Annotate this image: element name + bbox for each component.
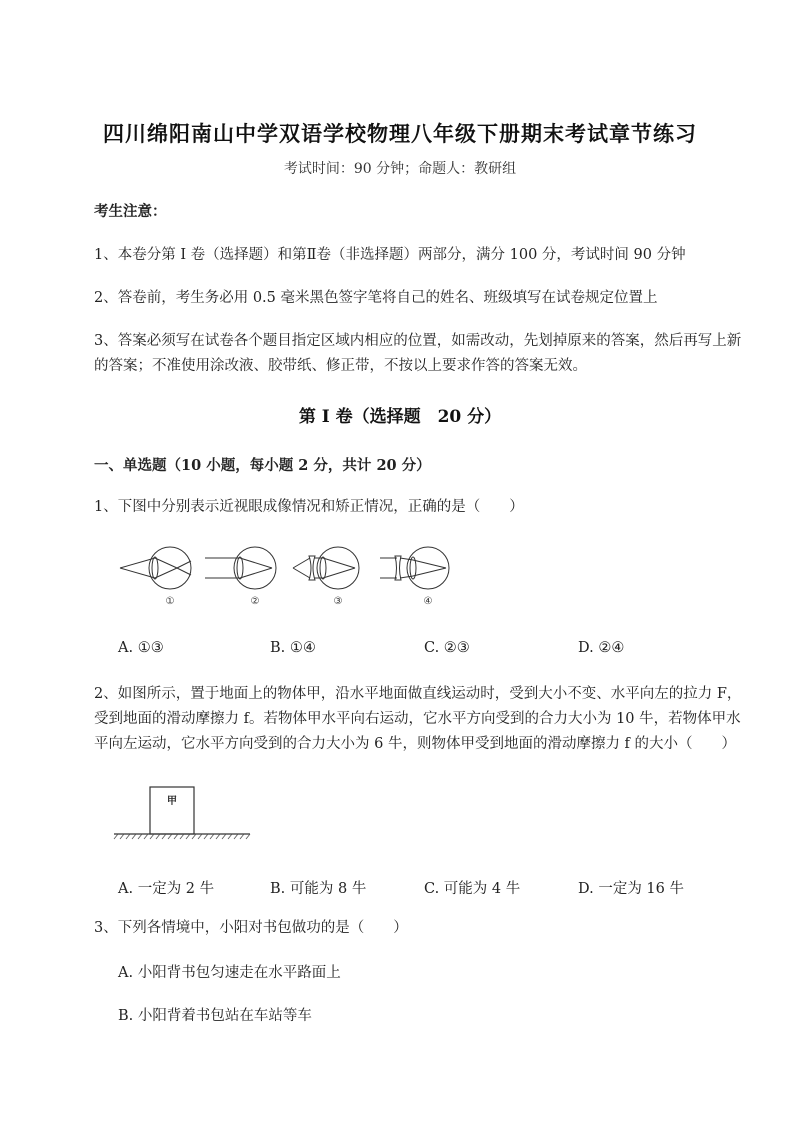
q1-option-b[interactable]: B. ①④ xyxy=(270,640,316,656)
q2-option-d[interactable]: D. 一定为 16 牛 xyxy=(578,881,684,897)
block-on-ground-figure xyxy=(112,784,252,844)
q3-option-b[interactable]: B. 小阳背着书包站在车站等车 xyxy=(118,1008,312,1024)
section-title: 第 I 卷（选择题 20 分） xyxy=(298,407,502,427)
q1-option-a[interactable]: A. ①③ xyxy=(118,640,164,656)
eye-diagram-3 xyxy=(293,547,359,589)
figure-label-1: ① xyxy=(165,596,175,607)
eye-diagram-2 xyxy=(205,547,276,589)
block-label: 甲 xyxy=(167,796,177,807)
figure-label-2: ② xyxy=(250,596,260,607)
question-3-stem: 3、下列各情境中，小阳对书包做功的是（ ） xyxy=(94,920,408,936)
question-2-stem-line-2: 受到地面的滑动摩擦力 f。若物体甲水平向右运动，它水平方向受到的合力大小为 10 牛，若物体甲水 xyxy=(94,711,741,727)
ground-hatching xyxy=(114,834,250,839)
question-2-stem-line-3: 平向左运动，它水平方向受到的合力大小为 6 牛，则物体甲受到地面的滑动摩擦力 f 的大小（ ） xyxy=(94,736,737,752)
question-1-stem: 1、下图中分别表示近视眼成像情况和矫正情况，正确的是（ ） xyxy=(94,499,524,515)
figure-label-4: ④ xyxy=(423,596,433,607)
notice-item-2: 2、答卷前，考生务必用 0.5 毫米黑色签字笔将自己的姓名、班级填写在试卷规定位置上 xyxy=(94,290,658,306)
part-heading: 一、单选题（10 小题，每小题 2 分，共计 20 分） xyxy=(94,457,431,474)
block-jia xyxy=(150,787,194,834)
figure-label-3: ③ xyxy=(333,596,343,607)
q3-option-a[interactable]: A. 小阳背书包匀速走在水平路面上 xyxy=(118,965,341,981)
eye-diagrams-figure xyxy=(110,542,455,610)
q2-option-b[interactable]: B. 可能为 8 牛 xyxy=(270,881,367,897)
notice-item-3-line-1: 3、答案必须写在试卷各个题目指定区域内相应的位置，如需改动，先划掉原来的答案，然后再写上新 xyxy=(94,333,742,349)
notice-heading: 考生注意： xyxy=(94,203,167,220)
exam-info: 考试时间：90 分钟；命题人：教研组 xyxy=(283,161,517,177)
eye-diagram-1 xyxy=(120,547,191,589)
eye-diagram-4 xyxy=(380,547,449,589)
notice-item-1: 1、本卷分第 I 卷（选择题）和第Ⅱ卷（非选择题）两部分，满分 100 分，考试时间 90 分钟 xyxy=(94,247,686,263)
q2-option-a[interactable]: A. 一定为 2 牛 xyxy=(118,881,215,897)
q1-option-d[interactable]: D. ②④ xyxy=(578,640,625,656)
q2-option-c[interactable]: C. 可能为 4 牛 xyxy=(424,881,521,897)
q1-option-c[interactable]: C. ②③ xyxy=(424,640,470,656)
page-title: 四川绵阳南山中学双语学校物理八年级下册期末考试章节练习 xyxy=(103,121,697,146)
question-2-stem-line-1: 2、如图所示，置于地面上的物体甲，沿水平地面做直线运动时，受到大小不变、水平向左的拉力 F， xyxy=(94,686,742,702)
notice-item-3-line-2: 的答案；不准使用涂改液、胶带纸、修正带，不按以上要求作答的答案无效。 xyxy=(94,358,587,374)
